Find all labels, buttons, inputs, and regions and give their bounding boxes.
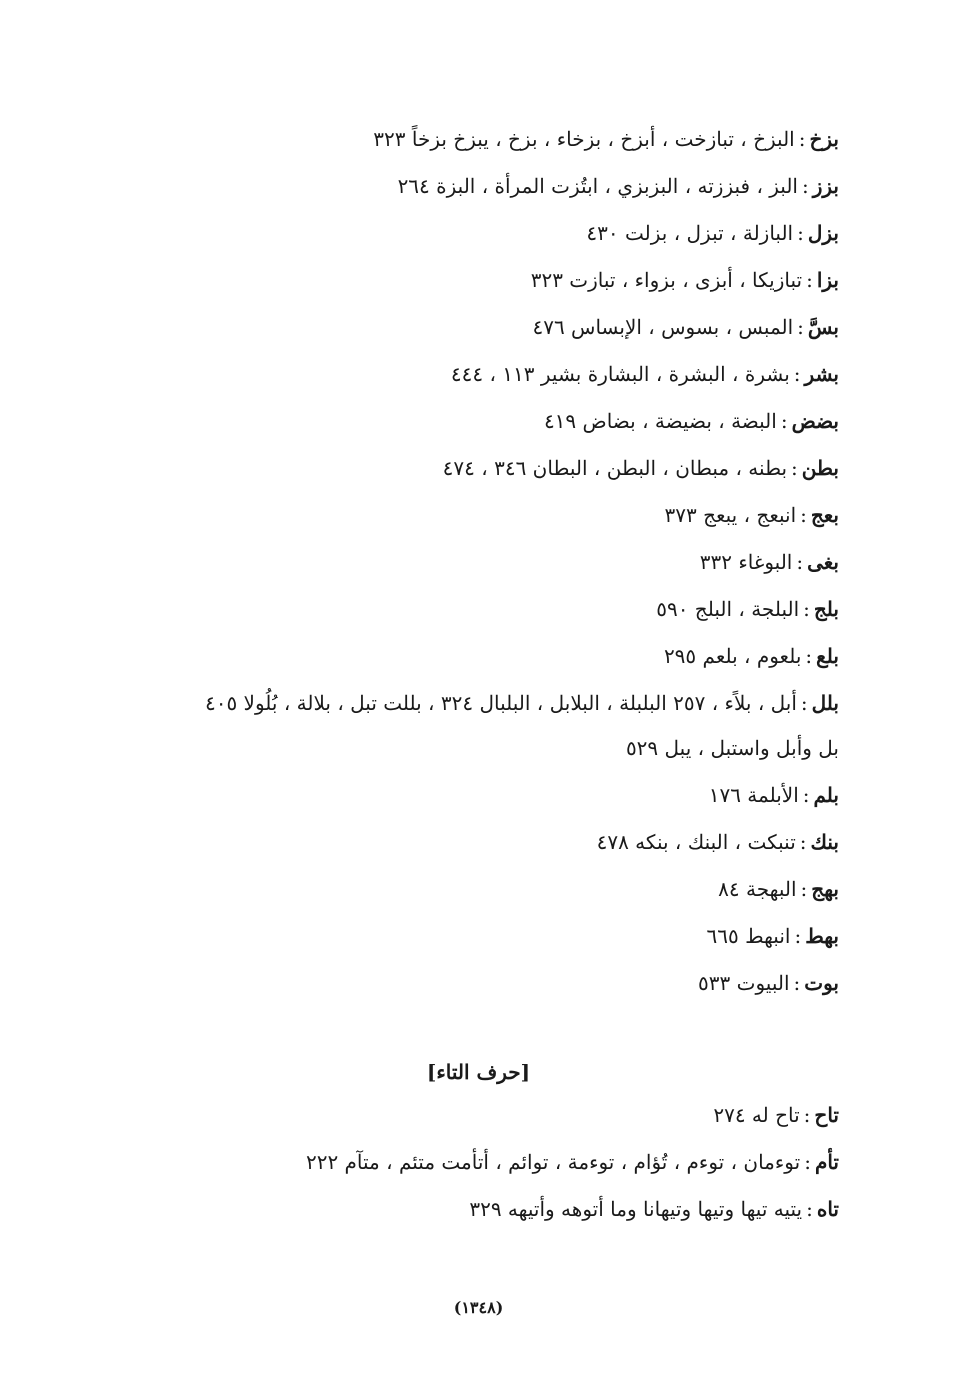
entry-text: المبس ، بسوس ، الإبساس ٤٧٦ (532, 315, 794, 339)
entry-root: تأم (814, 1150, 839, 1174)
entry-root: بنك (810, 830, 839, 854)
entry-text: أبل ، بلاًء ، ٢٥٧ البلبلة ، البلابل ، البلبال ٣٢٤ ، بللت تبل ، بلالة ، بُلُولا ٤٠٥ (204, 691, 797, 715)
entry-root: بضض (791, 409, 839, 433)
entry-root: بغى (807, 550, 839, 574)
entry-text: بشرة ، البشرة ، البشارة بشير ١١٣ ، ٤٤٤ (450, 362, 790, 386)
entry-blj: بلج:البلجة ، البلج ٥٩٠ (656, 597, 839, 621)
entry-text: البضة ، بضيضة ، بضاض ٤١٩ (543, 409, 777, 433)
entry-root: بسَّ (807, 315, 839, 339)
entry-tah2: تاه:يتيه تيها وتيها وتيهانا وما أتوهه وأتيهه ٣٢٩ (469, 1197, 839, 1221)
entry-text: توءمان ، توءم ، تُؤام ، توءمة ، توائم ، أتأمت متئم ، متآم ٢٢٢ (305, 1150, 801, 1174)
entry-bht: بهط:انبهط ٦٦٥ (706, 924, 839, 948)
entry-root: بزخ (809, 127, 839, 151)
entry-text: البيوت ٥٣٣ (698, 971, 790, 995)
entry-text: بلعوم ، بلعم ٢٩٥ (663, 644, 802, 668)
entry-bss: بسَّ:المبس ، بسوس ، الإبساس ٤٧٦ (532, 315, 839, 339)
entry-bdd: بضض:البضة ، بضيضة ، بضاض ٤١٩ (543, 409, 839, 433)
entry-bll: بلل:أبل ، بلاًء ، ٢٥٧ البلبلة ، البلابل ، البلبال ٣٢٤ ، بللت تبل ، بلالة ، بُلُولا ٤٠٥ (204, 691, 839, 715)
entry-text: البهجة ٨٤ (718, 877, 797, 901)
entry-root: بلل (811, 691, 839, 715)
entry-root: بزز (812, 174, 839, 198)
entry-text: بطنه ، مبطان ، البطن ، البطان ٣٤٦ ، ٤٧٤ (442, 456, 788, 480)
entry-bzkh: بزخ:البزخ ، تبازخت ، أبزخ ، بزخاء ، بزخ ، يبزخ بزخاً ٣٢٣ (373, 127, 839, 151)
entry-text: تنبكت ، البنك ، بنكه ٤٧٨ (596, 830, 796, 854)
page-number: (١٣٤٨) (453, 1298, 504, 1317)
entry-root: بهج (811, 877, 839, 901)
entry-bwt: بوت:البيوت ٥٣٣ (698, 971, 839, 995)
entry-bgha: بغى:البوغاء ٣٣٢ (699, 550, 839, 574)
entry-bnk: بنك:تنبكت ، البنك ، بنكه ٤٧٨ (596, 830, 839, 854)
entry-root: بشر (804, 362, 839, 386)
entry-btn: بطن:بطنه ، مبطان ، البطن ، البطان ٣٤٦ ، ٤٧٤ (442, 456, 839, 480)
entries-list-ta (129, 1103, 839, 1244)
entry-root: بلج (813, 597, 839, 621)
entry-root: تاح (814, 1103, 839, 1127)
entry-bza: بزا:تبازيكا ، أبزى ، بزواء ، تبازت ٣٢٣ (530, 268, 839, 292)
entry-text: انبهط ٦٦٥ (706, 924, 791, 948)
entry-text: تبازيكا ، أبزى ، بزواء ، تبازت ٣٢٣ (530, 268, 803, 292)
entry-root: بلم (813, 783, 839, 807)
entry-tah: تاح:تاح له ٢٧٤ (713, 1103, 839, 1127)
entry-text: تاح له ٢٧٤ (713, 1103, 800, 1127)
entry-text: البوغاء ٣٣٢ (699, 550, 793, 574)
entry-bll-continuation (129, 736, 839, 760)
entry-ble: بلع:بلعوم ، بلعم ٢٩٥ (663, 644, 839, 668)
entry-root: بعج (810, 503, 839, 527)
entry-text: بل وأبل واستبل ، يبل ٥٢٩ (625, 736, 839, 760)
entry-bej: بعج:انبعج ، يبعج ٣٧٣ (664, 503, 839, 527)
entry-root: بلع (816, 644, 839, 668)
entry-tam: تأم:توءمان ، توءم ، تُؤام ، توءمة ، توائم ، أتأمت متئم ، متآم ٢٢٢ (305, 1150, 839, 1174)
section-title: [حرف التاء] (426, 1060, 531, 1084)
entry-bshr: بشر:بشرة ، البشرة ، البشارة بشير ١١٣ ، ٤٤٤ (450, 362, 839, 386)
entry-text: البلجة ، البلج ٥٩٠ (656, 597, 800, 621)
entry-text: البز ، فبززته ، البزبزي ، ابتُزت المرأة ، البزة ٢٦٤ (397, 174, 798, 198)
entry-text: يتيه تيها وتيها وتيهانا وما أتوهه وأتيهه ٣٢٩ (469, 1197, 803, 1221)
entry-text: البزخ ، تبازخت ، أبزخ ، بزخاء ، بزخ ، يبزخ بزخاً ٣٢٣ (373, 127, 795, 151)
entry-text: انبعج ، يبعج ٣٧٣ (664, 503, 797, 527)
entry-root: بزل (807, 221, 839, 245)
entry-bhj: بهج:البهجة ٨٤ (718, 877, 839, 901)
entry-root: بهط (805, 924, 839, 948)
entry-bzl: بزل:البازلة ، تبزل ، بزلت ٤٣٠ (586, 221, 839, 245)
entry-blm: بلم:الأبلمة ١٧٦ (708, 783, 839, 807)
entry-text: الأبلمة ١٧٦ (708, 783, 799, 807)
entry-text: البازلة ، تبزل ، بزلت ٤٣٠ (586, 221, 794, 245)
entry-root: بزا (816, 268, 839, 292)
entries-list-ba (129, 127, 839, 1018)
entry-root: بوت (804, 971, 839, 995)
entry-root: تاه (816, 1197, 839, 1221)
entry-bzz: بزز:البز ، فبززته ، البزبزي ، ابتُزت المرأة ، البزة ٢٦٤ (397, 174, 839, 198)
entry-root: بطن (801, 456, 839, 480)
